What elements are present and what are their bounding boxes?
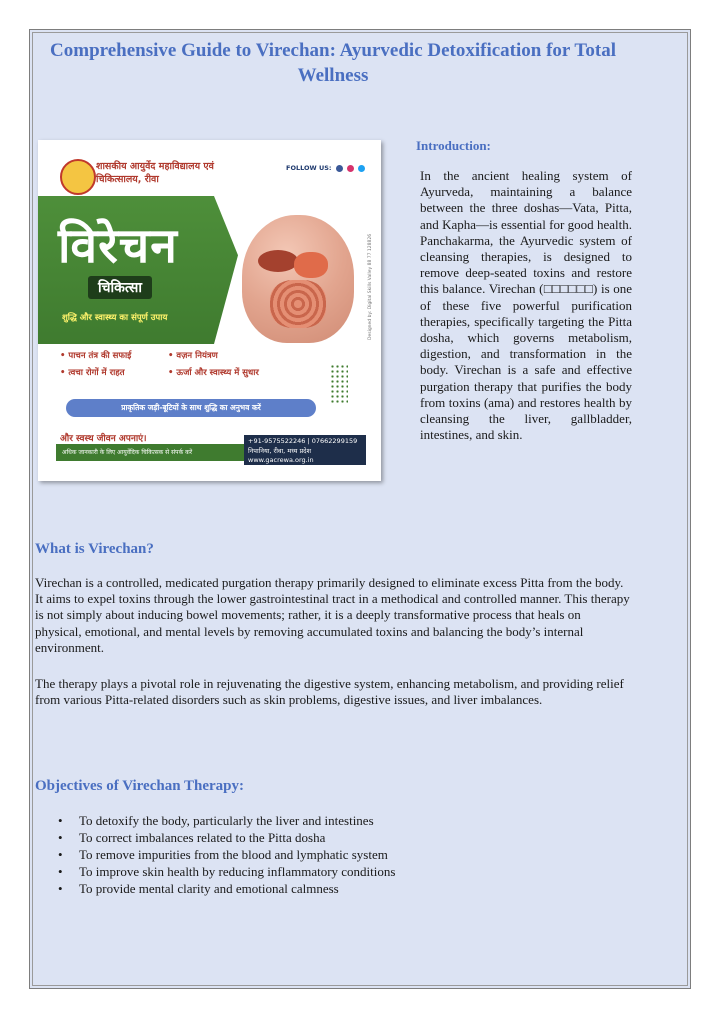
- dot-grid-decoration: [330, 364, 348, 404]
- poster-credit: Designed by: Digital Skills Valley 88 77 128826: [368, 233, 373, 340]
- virechan-poster-image: [38, 140, 381, 481]
- intro-heading: Introduction:: [416, 138, 491, 153]
- poster-subtitle: शुद्धि और स्वास्थ्य का संपूर्ण उपाय: [62, 313, 168, 323]
- poster-pill: चिकित्सा: [88, 276, 152, 299]
- list-item: • To provide mental clarity and emotional calmness: [35, 880, 630, 897]
- list-item: • To remove impurities from the blood and lymphatic system: [35, 846, 630, 863]
- instagram-icon: [347, 165, 354, 172]
- liver-illustration: [258, 250, 298, 272]
- college-logo-icon: [60, 159, 96, 195]
- stomach-illustration: [294, 252, 328, 278]
- list-item: • To correct imbalances related to the Pitta dosha: [35, 829, 630, 846]
- facebook-icon: [336, 165, 343, 172]
- poster-contact-box: [244, 435, 366, 465]
- poster-bullets: [60, 348, 298, 382]
- twitter-icon: [358, 165, 365, 172]
- what-is-heading: What is Virechan?: [35, 541, 154, 557]
- list-item: • To improve skin health by reducing inflammatory conditions: [35, 863, 630, 880]
- poster-bullet: • त्वचा रोगों में राहत: [60, 368, 125, 378]
- poster-follow-us: [286, 164, 365, 172]
- poster-bullet: • पाचन तंत्र की सफाई: [60, 351, 132, 361]
- poster-bullet: • वज़न नियंत्रण: [168, 351, 218, 361]
- poster-college-name: शासकीय आयुर्वेद महाविद्यालय एवं चिकित्सालय, रीवा: [96, 161, 214, 185]
- poster-website: www.gacrewa.org.in: [248, 456, 314, 464]
- what-is-paragraph-1: Virechan is a controlled, medicated purgation therapy primarily designed to eliminate excess Pitta from the body. It aims to expel toxins through the lower gastrointestinal tract in a methodical and controlled manner. This therapy is not simply about inducing bowel movements; rather, it is a deeply transformative process that heals on physical, emotional, and mental levels by removing accumulated toxins and balancing the body’s internal environment.: [35, 575, 630, 655]
- poster-address: निपानिया, रीवा, मध्य प्रदेश: [248, 446, 312, 455]
- page-title: Comprehensive Guide to Virechan: Ayurvedic Detoxification for Total Wellness: [50, 40, 616, 86]
- list-item: • To detoxify the body, particularly the liver and intestines: [35, 812, 630, 829]
- poster-cta: और स्वस्थ जीवन अपनाएं।: [60, 434, 147, 444]
- what-is-paragraph-2: The therapy plays a pivotal role in rejuvenating the digestive system, enhancing metabolism, and providing relief from various Pitta-related disorders such as skin problems, digestive issues, and liver imbalances.: [35, 676, 624, 708]
- document-page: [29, 29, 691, 989]
- poster-banner: प्राकृतिक जड़ी-बूटियों के साथ शुद्धि का अनुभव करें: [66, 399, 316, 417]
- intro-paragraph: In the ancient healing system of Ayurveda, maintaining a balance between the three doshas—Vata, Pitta, and Kapha—is essential for good health. Panchakarma, the Ayurvedic system of cleansing therapies, is designed to remove deep-seated toxins and restore this balance. Virechan (□□□□□□) is one of these five powerful purification therapies, specifically targeting the Pitta dosha, which governs metabolism, digestion, and transformation in the body. Virechan is a safe and effective purgation therapy that purifies the body from toxins (ama) and restores health by cleansing the liver, gallbladder, intestines, and skin.: [420, 168, 632, 443]
- objectives-heading: Objectives of Virechan Therapy:: [35, 778, 245, 794]
- follow-us-label: FOLLOW US:: [286, 164, 332, 172]
- poster-footer-note: अधिक जानकारी के लिए आयुर्वेदिक चिकित्सक से संपर्क करें: [56, 444, 250, 461]
- poster-phone: +91-9575522246 | 07662299159: [248, 437, 358, 445]
- poster-bullet: • ऊर्जा और स्वास्थ्य में सुधार: [168, 368, 259, 378]
- poster-headline: विरेचन: [58, 218, 178, 274]
- objectives-list: [35, 812, 630, 897]
- intestine-illustration: [270, 280, 326, 328]
